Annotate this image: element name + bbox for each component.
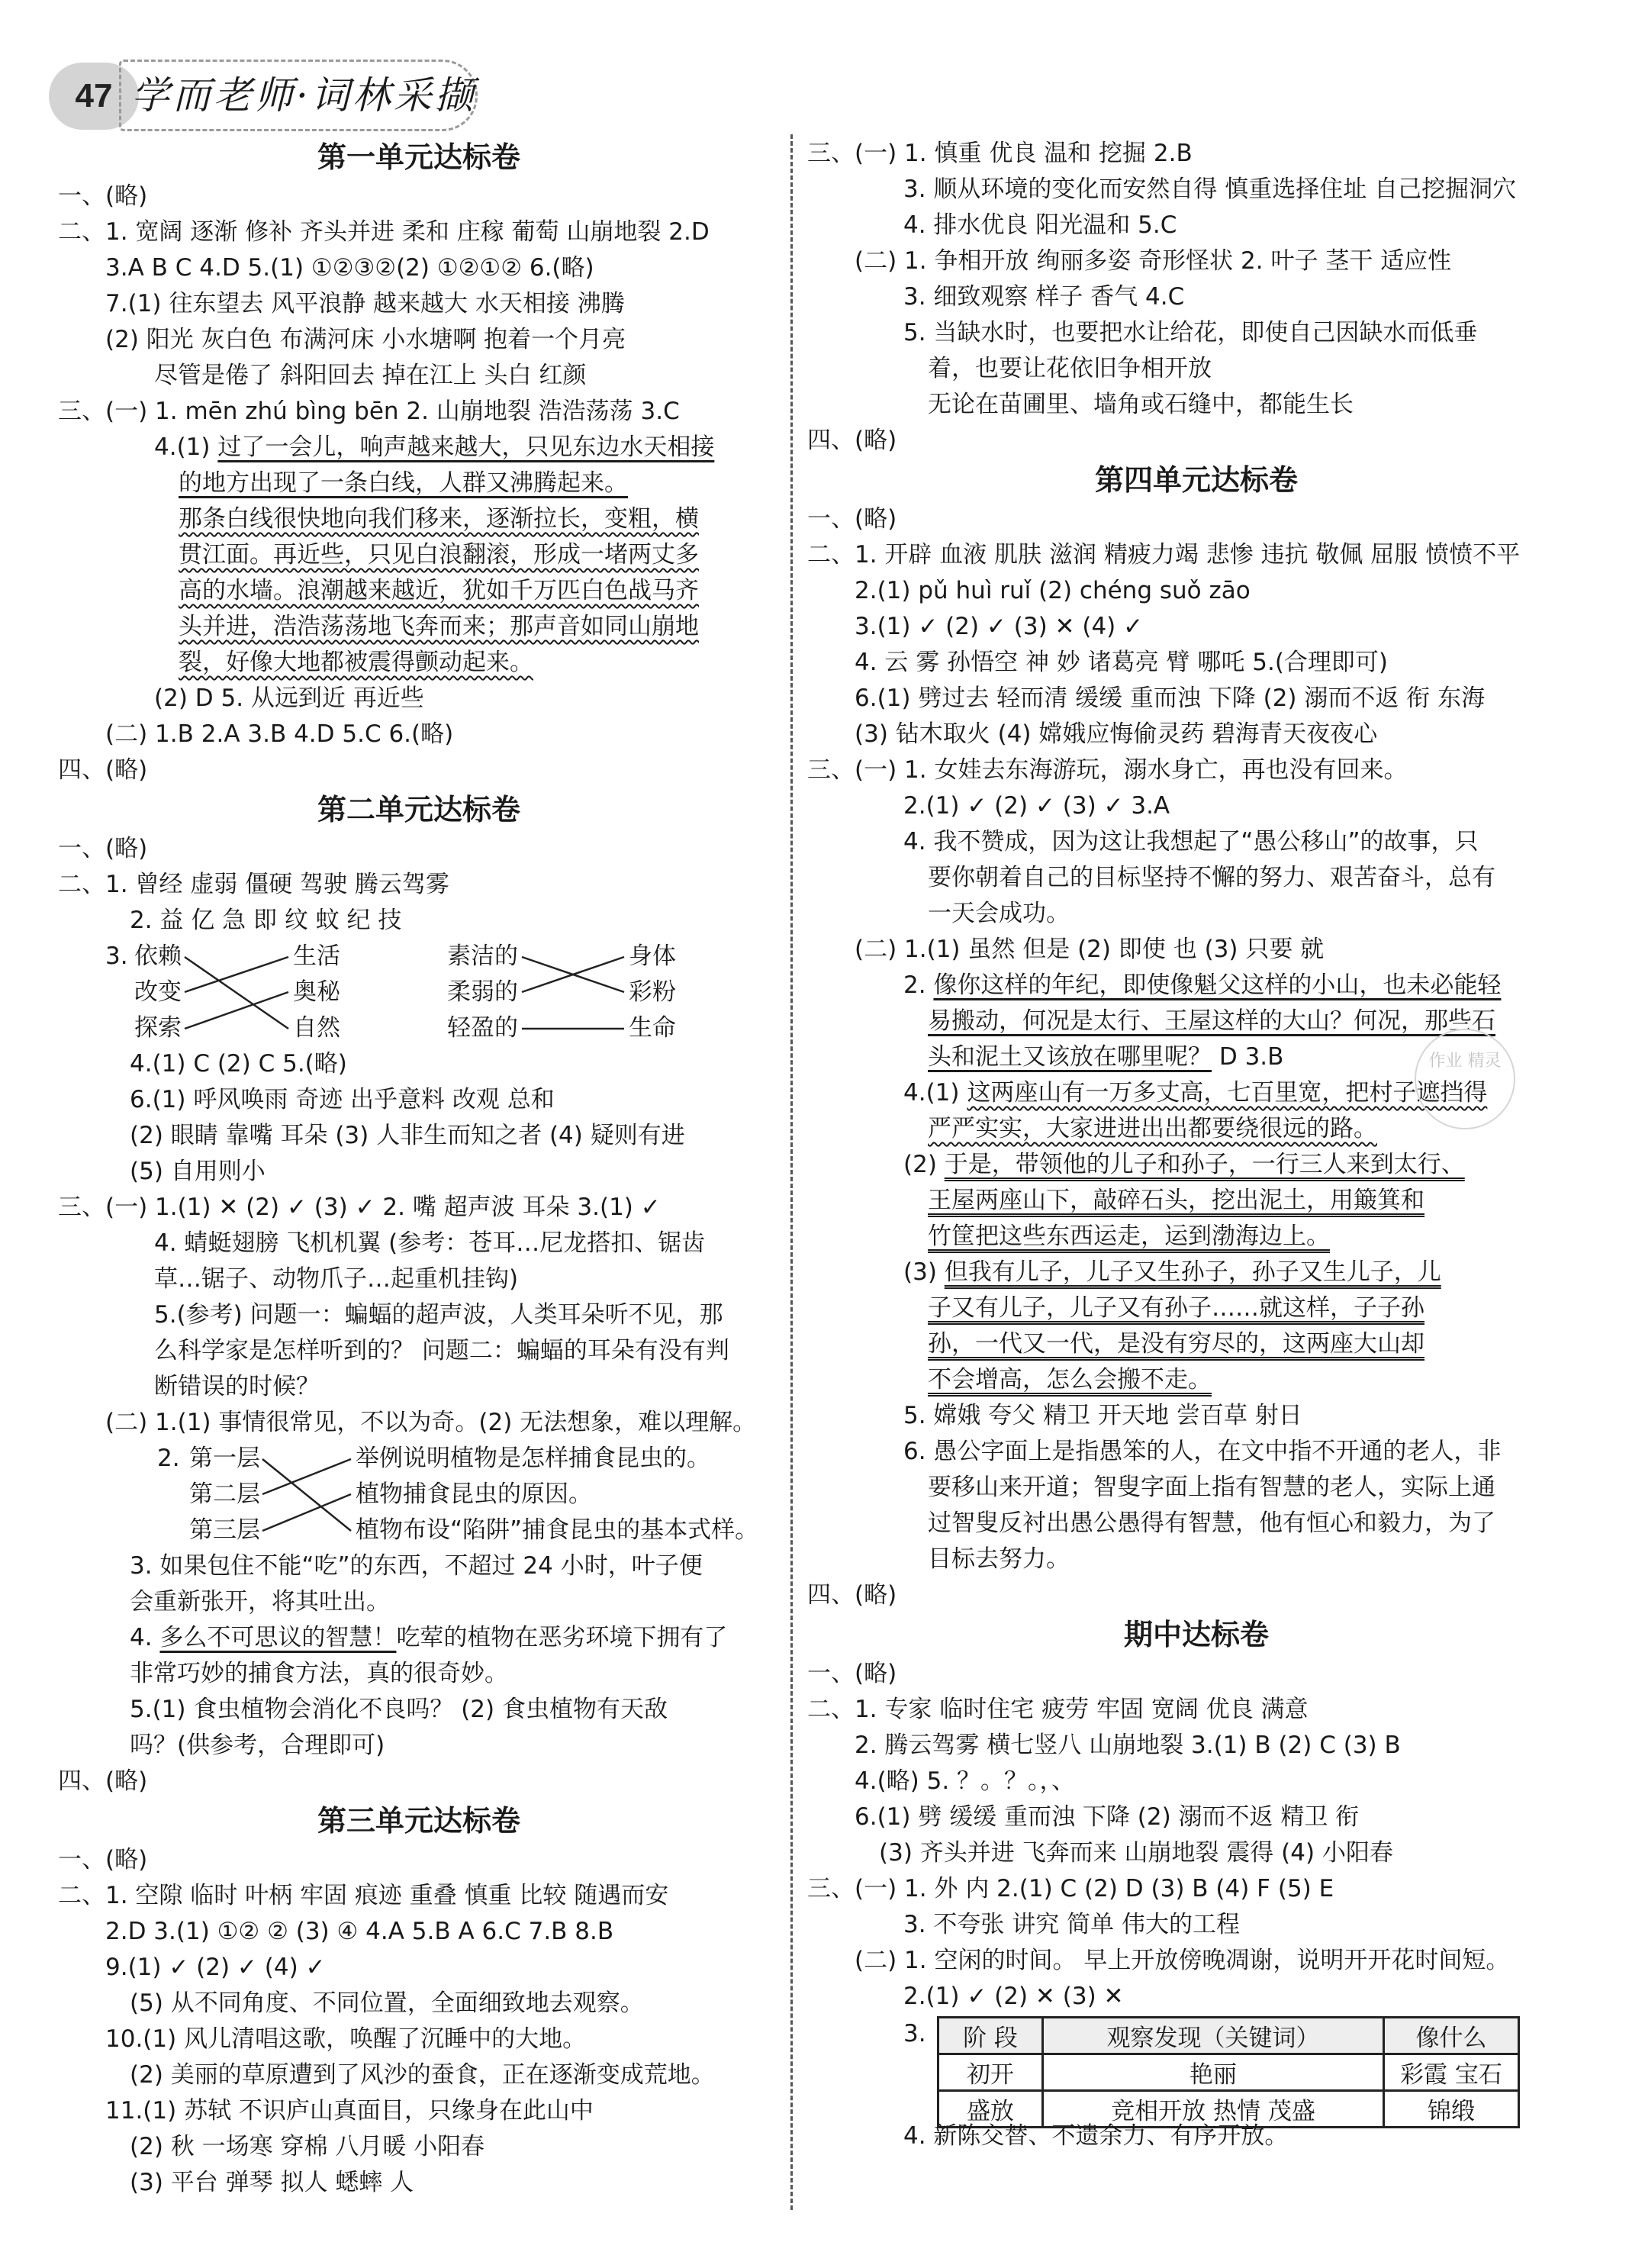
answer-line: 3.(1) ✓ (2) ✓ (3) ✕ (4) ✓: [855, 613, 1144, 640]
answer-number: 2.: [903, 971, 934, 999]
answer-line: [807, 1147, 1585, 1183]
section-title-midterm: 期中达标卷: [1123, 1618, 1269, 1651]
wavy-underlined-text: 贯江面。再近些，只见白浪翻滚，形成一堵两丈多: [179, 541, 699, 569]
answer-line: 7.(1) 往东望去 风平浪静 越来越大 水天相接 沸腾: [105, 290, 625, 317]
answer-line: (二) 1. 空闲的时间。 早上开放傍晚凋谢，说明开开花时间短。: [855, 1947, 1510, 1974]
answer-line: 3. 细致观察 样子 香气 4.C: [903, 283, 1185, 311]
answer-line: (2) 眼睛 靠嘴 耳朵 (3) 人非生而知之者 (4) 疑则有进: [130, 1122, 685, 1149]
match-number: 3.: [105, 942, 128, 970]
answer-line: 10.(1) 风儿清唱这歌，唤醒了沉睡中的大地。: [105, 2025, 587, 2053]
match-right-item: 生活: [293, 942, 340, 970]
answer-line: 6.(1) 劈 缓缓 重而浊 下降 (2) 溺而不返 精卫 衔: [855, 1803, 1360, 1831]
answer-line: 5.(参考) 问题一：蝙蝠的超声波，人类耳朵听不见，那: [154, 1301, 723, 1329]
answer-line: (3) 钻木取火 (4) 嫦娥应悔偷灵药 碧海青天夜夜心: [855, 720, 1378, 748]
answer-line: 2.(1) ✓ (2) ✕ (3) ✕: [903, 1983, 1124, 2010]
answer-number: 4.(1): [903, 1079, 967, 1107]
table-cell: 彩霞 宝石: [1384, 2054, 1519, 2091]
wavy-underlined-text: 裂，好像大地都被震得颤动起来。: [179, 649, 533, 676]
answer-line: (3) 齐头并进 飞奔而来 山崩地裂 震得 (4) 小阳春: [879, 1839, 1393, 1867]
answer-line: 6.(1) 呼风唤雨 奇迹 出乎意料 改观 总和: [130, 1086, 555, 1113]
underlined-text: 过了一会儿，响声越来越大，只见东边水天相接: [217, 433, 715, 461]
answer-line: 5. 当缺水时，也要把水让给花，即使自己因缺水而低垂: [903, 319, 1478, 346]
answer-line: (3) 平台 弹琴 拟人 蟋蟀 人: [130, 2169, 414, 2196]
page-number: 47: [49, 63, 139, 130]
answer-line: 吗？(供参考，合理即可): [130, 1732, 385, 1759]
match-right-item: 举例说明植物是怎样捕食昆虫的。: [356, 1445, 710, 1472]
table-cell: 锦缎: [1384, 2091, 1519, 2128]
matching-exercise: [58, 939, 780, 1046]
section-title-unit3: 第三单元达标卷: [317, 1804, 520, 1838]
right-column: [807, 136, 1585, 2154]
match-left-item: 依赖: [134, 942, 182, 970]
answer-line: 草…锯子、动物爪子…起重机挂钩): [154, 1265, 519, 1293]
answer-text: D 3.B: [1212, 1043, 1284, 1071]
match-right-item: 生命: [629, 1014, 676, 1042]
answer-line: 四、(略): [807, 427, 897, 454]
answer-line: [807, 1290, 1585, 1326]
brand-title: 学而老师·词林采撷: [131, 73, 476, 118]
matching-lines: [58, 939, 780, 1046]
answer-line: 二、1. 空隙 临时 叶柄 牢固 痕迹 重叠 慎重 比较 随遇而安: [58, 1882, 669, 1909]
matching-lines: [58, 1441, 780, 1548]
answer-line: [807, 1326, 1585, 1362]
table-header-cell: 观察发现（关键词）: [1043, 2018, 1384, 2054]
answer-line: 三、(一) 1. mēn zhú bìng bēn 2. 山崩地裂 浩浩荡荡 3.C: [58, 398, 680, 425]
answer-number: 4.(1): [154, 433, 218, 461]
answer-line: 4. 蜻蜓翅膀 飞机机翼 (参考：苍耳…尼龙搭扣、锯齿: [154, 1229, 706, 1257]
double-underlined-text: 不会增高，怎么会搬不走。: [928, 1366, 1212, 1393]
section-title-unit1: 第一单元达标卷: [317, 140, 520, 174]
answer-line: 无论在苗圃里、墙角或石缝中，都能生长: [928, 391, 1354, 418]
match-left-item: 第二层: [189, 1480, 260, 1508]
double-underlined-text: 王屋两座山下，敲碎石头，挖出泥土，用簸箕和: [928, 1187, 1424, 1214]
match-right-item: 奥秘: [293, 978, 340, 1006]
answer-line: 3. 不夸张 讲究 简单 伟大的工程: [903, 1911, 1240, 1938]
answer-line: 4. 新陈交替、不遗余力、有序开放。: [903, 2122, 1289, 2150]
answer-line: [58, 501, 780, 537]
left-column: [58, 136, 780, 2201]
column-divider: [790, 134, 793, 2210]
answer-line: 3. 顺从环境的变化而安然自得 慎重选择住址 自己挖掘洞穴: [903, 176, 1517, 203]
answer-line: (二) 1. 争相开放 绚丽多姿 奇形怪状 2. 叶子 茎干 适应性: [855, 247, 1452, 275]
matching-exercise: [58, 1441, 780, 1548]
wavy-underlined-text: 那条白线很快地向我们移来，逐渐拉长，变粗，横: [179, 505, 699, 533]
answer-text: 吃荤的植物在恶劣环境下拥有了: [396, 1624, 728, 1651]
answer-line: 4.(1) C (2) C 5.(略): [130, 1050, 347, 1078]
observation-table: [937, 2016, 1520, 2128]
page-header: [49, 60, 496, 133]
answer-line: 过智叟反衬出愚公愚得有智慧，他有恒心和毅力，为了: [928, 1509, 1495, 1537]
answer-number: (2): [903, 1151, 945, 1178]
match-left-item: 素洁的: [447, 942, 518, 970]
answer-line: [58, 1620, 780, 1656]
match-left-item: 第三层: [189, 1516, 260, 1544]
answer-line: (二) 1.B 2.A 3.B 4.D 5.C 6.(略): [105, 720, 454, 748]
answer-line: 一天会成功。: [928, 900, 1070, 927]
answer-line: 2.(1) pǔ huì ruǐ (2) chéng suǒ zāo: [855, 577, 1251, 604]
answer-line: 9.(1) ✓ (2) ✓ (4) ✓: [105, 1954, 326, 1981]
answer-line: [807, 1183, 1585, 1219]
double-underlined-text: 孙，一代又一代，是没有穷尽的，这两座大山却: [928, 1330, 1424, 1358]
answer-line: 4.(略) 5. ？。？。，、: [855, 1767, 1076, 1795]
answer-line: 四、(略): [58, 1767, 148, 1795]
answer-line: 非常巧妙的捕食方法，真的很奇妙。: [130, 1660, 508, 1687]
answer-line: [807, 968, 1585, 1004]
answer-line: [58, 609, 780, 645]
answer-number: (3): [903, 1258, 945, 1286]
answer-line: 要你朝着自己的目标坚持不懈的努力、艰苦奋斗，总有: [928, 864, 1495, 891]
answer-line: 一、(略): [58, 1846, 148, 1873]
table-header-cell: 阶 段: [938, 2018, 1043, 2054]
underlined-text: 像你这样的年纪，即使像魁父这样的小山，也未必能轻: [933, 971, 1502, 999]
watermark-stamp: 作业 精灵: [1415, 1029, 1515, 1129]
answer-line: 一、(略): [807, 1660, 897, 1687]
match-left-item: 轻盈的: [447, 1014, 518, 1042]
answer-line: [58, 645, 780, 681]
answer-line: 断错误的时候？: [154, 1373, 320, 1400]
answer-line: 4. 云 雾 孙悟空 神 妙 诸葛亮 臂 哪吒 5.(合理即可): [855, 649, 1389, 676]
table-cell: 初开: [938, 2054, 1043, 2091]
answer-line: 三、(一) 1. 外 内 2.(1) C (2) D (3) B (4) F (5) E: [807, 1875, 1334, 1902]
answer-line: 2. 益 亿 急 即 纹 蚊 纪 技: [130, 907, 402, 934]
answer-line: 4. 我不赞成，因为这让我想起了“愚公移山”的故事，只: [903, 828, 1479, 855]
answer-line: (5) 从不同角度、不同位置，全面细致地去观察。: [130, 1989, 644, 2017]
double-underlined-text: 但我有儿子，儿子又生孙子，孙子又生儿子，儿: [944, 1258, 1441, 1286]
answer-line: 会重新张开，将其吐出。: [130, 1588, 390, 1616]
table-header-row: [938, 2018, 1519, 2054]
underlined-text: 易搬动，何况是太行、王屋这样的大山？何况，那些石: [928, 1007, 1495, 1035]
answer-line: 三、(一) 1.(1) ✕ (2) ✓ (3) ✓ 2. 嘴 超声波 耳朵 3.(1) ✓: [58, 1194, 661, 1221]
answer-line: [58, 573, 780, 609]
answer-line: [807, 1362, 1585, 1398]
match-left-item: 改变: [134, 978, 182, 1006]
double-underlined-text: 竹筐把这些东西运走，运到渤海边上。: [928, 1223, 1330, 1250]
answer-line: (2) 阳光 灰白色 布满河床 小水塘啊 抱着一个月亮: [105, 326, 626, 353]
answer-line: (2) D 5. 从远到近 再近些: [154, 685, 424, 712]
answer-line: 2.(1) ✓ (2) ✓ (3) ✓ 3.A: [903, 792, 1170, 820]
match-right-item: 彩粉: [629, 978, 676, 1006]
answer-line: 目标去努力。: [928, 1545, 1070, 1573]
answer-line: 5.(1) 食虫植物会消化不良吗？ (2) 食虫植物有天敌: [130, 1696, 668, 1723]
answer-line: 2. 腾云驾雾 横七竖八 山崩地裂 3.(1) B (2) C (3) B: [855, 1732, 1401, 1759]
answer-line: (5) 自用则小: [130, 1158, 266, 1185]
answer-line: 要移山来开道；智叟字面上指有智慧的老人，实际上通: [928, 1474, 1495, 1501]
answer-line: [807, 1219, 1585, 1255]
answer-line: (二) 1.(1) 事情很常见，不以为奇。(2) 无法想象，难以理解。: [105, 1409, 757, 1436]
answer-number: 4.: [130, 1624, 160, 1651]
underlined-text: 的地方出现了一条白线，人群又沸腾起来。: [179, 469, 628, 497]
answer-line: 二、1. 开辟 血液 肌肤 滋润 精疲力竭 悲惨 违抗 敬佩 屈服 愤愤不平: [807, 541, 1521, 569]
answer-line: 2.D 3.(1) ①② ② (3) ④ 4.A 5.B A 6.C 7.B 8.B: [105, 1918, 614, 1945]
answer-line: 一、(略): [807, 505, 897, 533]
section-title-unit4: 第四单元达标卷: [1094, 463, 1298, 497]
answer-line: [58, 430, 780, 466]
answer-line: (二) 1.(1) 虽然 但是 (2) 即使 也 (3) 只要 就: [855, 936, 1325, 963]
answer-line: 二、1. 宽阔 逐渐 修补 齐头并进 柔和 庄稼 葡萄 山崩地裂 2.D: [58, 218, 710, 246]
answer-line: 5. 嫦娥 夸父 精卫 开天地 尝百草 射日: [903, 1402, 1302, 1429]
wavy-underlined-text: 高的水墙。浪潮越来越近，犹如千万匹白色战马齐: [179, 577, 699, 604]
answer-line: 四、(略): [807, 1581, 897, 1609]
table-cell: 竞相开放 热情 茂盛: [1043, 2091, 1384, 2128]
answer-number: 3.: [903, 2020, 926, 2047]
underlined-text: 头和泥土又该放在哪里呢？: [928, 1043, 1212, 1071]
answer-line: 3.A B C 4.D 5.(1) ①②③②(2) ①②①② 6.(略): [105, 254, 594, 282]
answer-line: 6.(1) 劈过去 轻而清 缓缓 重而浊 下降 (2) 溺而不返 衔 东海: [855, 685, 1486, 712]
match-left-item: 探索: [134, 1014, 182, 1042]
answer-line: 一、(略): [58, 835, 148, 862]
answer-line: 么科学家是怎样听到的？ 问题二：蝙蝠的耳朵有没有判: [154, 1337, 729, 1364]
wavy-underlined-text: 头并进，浩浩荡荡地飞奔而来；那声音如同山崩地: [179, 613, 699, 640]
answer-line: 一、(略): [58, 182, 148, 210]
match-number: 2.: [157, 1445, 180, 1472]
answer-line: 11.(1) 苏轼 不识庐山真面目，只缘身在此山中: [105, 2097, 594, 2125]
double-underlined-text: 于是，带领他的儿子和孙子，一行三人来到太行、: [944, 1151, 1465, 1178]
answer-line: 4. 排水优良 阳光温和 5.C: [903, 211, 1177, 239]
match-right-item: 身体: [629, 942, 676, 970]
wavy-underlined-text: 这两座山有一万多丈高，七百里宽，把村子遮挡得: [967, 1079, 1488, 1107]
answer-line: 四、(略): [58, 756, 148, 784]
answer-line: 三、(一) 1. 女娃去东海游玩，溺水身亡，再也没有回来。: [807, 756, 1408, 784]
answer-line: 二、1. 专家 临时住宅 疲劳 牢固 宽阔 优良 满意: [807, 1696, 1309, 1723]
match-left-item: 第一层: [189, 1445, 260, 1472]
table-header-cell: 像什么: [1384, 2018, 1519, 2054]
match-right-item: 植物捕食昆虫的原因。: [356, 1480, 592, 1508]
answer-line: 着，也要让花依旧争相开放: [928, 355, 1212, 382]
table-row: [938, 2054, 1519, 2091]
answer-line: (2) 美丽的草原遭到了风沙的蚕食，正在逐渐变成荒地。: [130, 2061, 715, 2089]
observation-table-block: [807, 2016, 1585, 2125]
answer-line: [58, 537, 780, 573]
underlined-text: 多么不可思议的智慧！: [159, 1624, 397, 1651]
answer-line: [807, 1255, 1585, 1290]
answer-line: 三、(一) 1. 慎重 优良 温和 挖掘 2.B: [807, 140, 1193, 167]
answer-line: 3. 如果包住不能“吃”的东西，不超过 24 小时，叶子便: [130, 1552, 703, 1580]
double-underlined-text: 子又有儿子，儿子又有孙子……就这样，子子孙: [928, 1294, 1424, 1322]
match-left-item: 柔弱的: [447, 978, 518, 1006]
answer-line: (2) 秋 一场寒 穿棉 八月暖 小阳春: [130, 2133, 485, 2160]
section-title-unit2: 第二单元达标卷: [317, 793, 520, 826]
answer-line: [58, 466, 780, 501]
match-right-item: 植物布设“陷阱”捕食昆虫的基本式样。: [356, 1516, 759, 1544]
table-cell: 艳丽: [1043, 2054, 1384, 2091]
wavy-underlined-text: 严严实实，大家进进出出都要绕很远的路。: [928, 1115, 1377, 1142]
answer-line: 二、1. 曾经 虚弱 僵硬 驾驶 腾云驾雾: [58, 871, 449, 898]
answer-line: 6. 愚公字面上是指愚笨的人，在文中指不开通的老人，非: [903, 1438, 1502, 1465]
answer-line: 尽管是倦了 斜阳回去 掉在江上 头白 红颜: [154, 362, 587, 389]
match-right-item: 自然: [293, 1014, 340, 1042]
table-cell: 盛放: [938, 2091, 1043, 2128]
